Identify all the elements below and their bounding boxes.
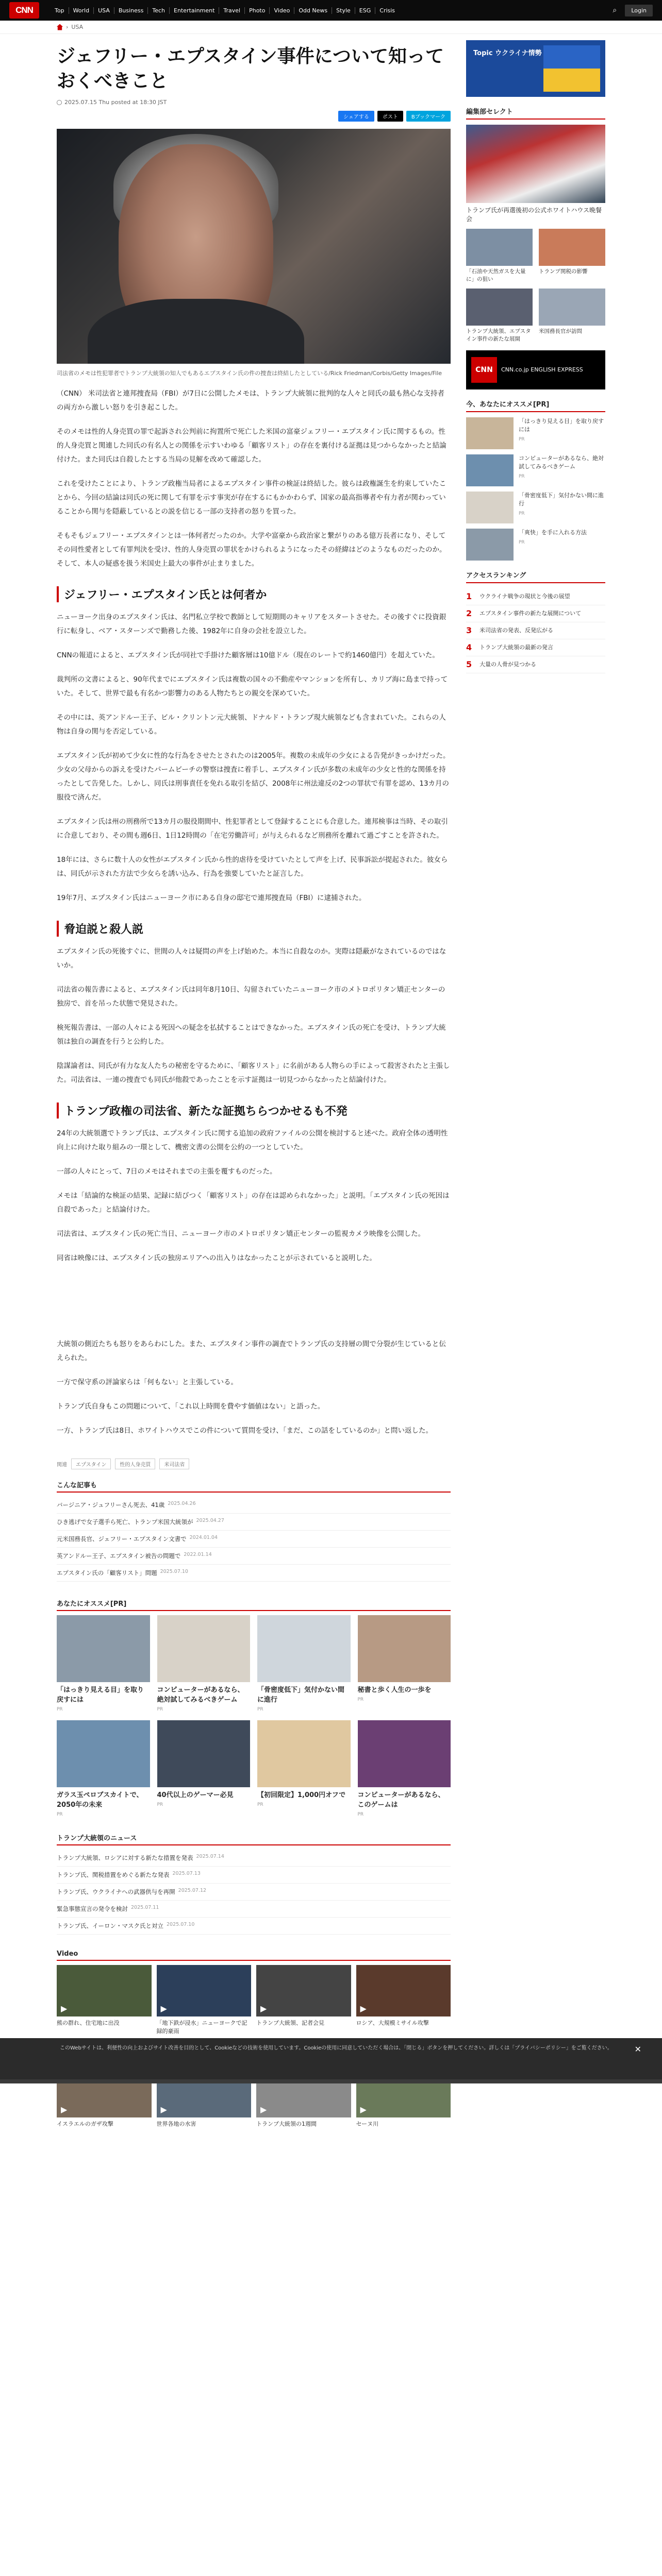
featured-grid-item[interactable] <box>539 289 605 343</box>
article-paragraph: その中には、英アンドルー王子、ビル・クリントン元大統領、ドナルド・トランプ現大統領なども含まれていた。これらの人物は自身の関与を否定している。 <box>57 714 446 736</box>
featured-grid-title: 米国務長官が訪問 <box>539 328 582 334</box>
nav-item[interactable]: Style <box>332 7 355 14</box>
video-card[interactable] <box>256 1965 351 2036</box>
article-title: ジェフリー・エプスタイン事件について知っておくべきこと <box>57 46 444 92</box>
article-date: 2025.07.15 Thu posted at 18:30 JST <box>57 99 451 106</box>
article-paragraph: 陰謀論者は、同氏が有力な友人たちの秘密を守るために、「顧客リスト」に名前がある人物らの手によって殺害されたと主張した。司法省は、一連の捜査でも同氏が他殺であったことを示す証拠は一切見つからなかったと結論付けた。 <box>57 1062 450 1084</box>
article-paragraph: 検死報告書は、一部の人々による死因への疑念を払拭することはできなかった。エプスタイン氏の死亡を受け、トランプ大統領は独自の調査を行うと公約した。 <box>57 1024 446 1046</box>
hero-image <box>57 129 451 364</box>
related-list <box>57 1497 451 1582</box>
related-link[interactable] <box>57 1497 451 1514</box>
photo-title: イスラエルのガザ攻撃 <box>57 2121 113 2127</box>
nav-item[interactable]: Entertainment <box>170 7 219 14</box>
trump-news-title: 緊急事態宣言の発令を検討 <box>57 1905 128 1912</box>
recommend-title: 【初回限定】1,000円オフで <box>257 1791 346 1799</box>
side-recommend-item[interactable] <box>466 529 605 561</box>
nav-item[interactable]: ESG <box>355 7 375 14</box>
nav-item[interactable]: Top <box>51 7 69 14</box>
related-link-title: バージニア・ジュフリーさん死去、41歳 <box>57 1501 165 1509</box>
ranking-item[interactable] <box>466 639 605 656</box>
recommend-source: PR <box>357 1697 364 1702</box>
side-recommend-thumb <box>466 454 514 486</box>
trump-news-title: トランプ氏、イーロン・マスク氏と対立 <box>57 1922 163 1929</box>
article-paragraph: エプスタイン氏が初めて少女に性的な行為をさせたとされたのは2005年。複数の未成年の少女による告発がきっかけだった。少女の父母からの訴えを受けたパームビーチの警察は捜査に着手し、エプスタイン氏が多数の未成年の少女と性的な関係を持ったとして告発した。しかし、同氏は刑事責任を免れる取引を結び、2008年に州法違反の2つの罪状で有罪を認め、13カ月の服役で済んだ。 <box>57 752 450 802</box>
nav-item[interactable]: Tech <box>148 7 170 14</box>
featured-grid-title: トランプ大統領、エプスタイン事件の新たな展開 <box>466 328 531 342</box>
side-recommend-item[interactable] <box>466 492 605 523</box>
side-recommend-title: 「骨密度低下」気付かない間に進行 <box>519 492 604 507</box>
trump-news-date: 2025.07.13 <box>172 1871 201 1876</box>
featured-grid-thumb <box>466 289 533 326</box>
video-title: 「地下鉄が浸水」ニューヨークで記録的豪雨 <box>156 2020 247 2035</box>
article-paragraph: トランプ氏自身もこの問題について、「これ以上時間を費やす価値はない」と語った。 <box>57 1402 325 1411</box>
side-recommend-item[interactable] <box>466 417 605 449</box>
trump-news-date: 2025.07.14 <box>196 1854 224 1859</box>
video-thumbnail <box>256 1965 351 2016</box>
article-paragraph: CNNの報道によると、エプスタイン氏が同社で手掛けた顧客層は10億ドル（現在のレートで約1460億円）を超えていた。 <box>57 651 439 659</box>
main-nav <box>51 7 608 14</box>
hatena-bookmark-button[interactable]: Bブックマーク <box>406 111 451 122</box>
side-recommend-text <box>519 454 605 486</box>
article-paragraph: 一部の人々にとって、7日のメモはそれまでの主張を覆すものだった。 <box>57 1167 277 1176</box>
side-recommend-title: 「はっきり見える目」を取り戻すには <box>519 418 604 433</box>
recommend-image <box>257 1615 351 1682</box>
recommend-card[interactable] <box>358 1720 451 1817</box>
article-paragraph: そもそもジェフリー・エプスタインとは一体何者だったのか。大学や富豪から政治家と繋がりのある億万長者になり、そしてその同性愛者として有罪判決を受け、性的人身売買の罪状をかけられるようになったその経緯はどのようなものだったのか。そして、本人の疑惑を扱う米国史上最大の事件が止まりました。 <box>57 532 446 568</box>
trump-news-link[interactable] <box>57 1918 451 1935</box>
recommend-source: PR <box>257 1802 263 1807</box>
trump-news-link[interactable] <box>57 1884 451 1901</box>
nav-item[interactable]: Travel <box>219 7 245 14</box>
ranking-item[interactable] <box>466 622 605 639</box>
related-link[interactable] <box>57 1531 451 1548</box>
nav-item[interactable]: Photo <box>245 7 270 14</box>
recommend-source: PR <box>57 1812 63 1817</box>
featured-grid-title: トランプ関税の影響 <box>539 268 588 275</box>
article-paragraph: 一方、トランプ氏は8日、ホワイトハウスでこの件について質問を受け、「まだ、この話をしているのか」と問い返した。 <box>57 1427 433 1435</box>
featured-title[interactable]: トランプ氏が再選後初の公式ホワイトハウス晩餐会 <box>466 207 602 223</box>
video-thumbnail <box>157 1965 252 2016</box>
trump-news-title: トランプ氏、ウクライナへの武器供与を再開 <box>57 1888 175 1895</box>
side-recommend-text <box>519 417 605 449</box>
article-paragraph: ニューヨーク出身のエプスタイン氏は、名門私立学校で教師として短期間のキャリアをスタートさせた。その後すぐに投資銀行に転身し、ベア・スターンズで勤務した後、1982年に自身の会社を設立した。 <box>57 613 446 635</box>
article-paragraph: 19年7月、エプスタイン氏はニューヨーク市にある自身の邸宅で連邦捜査局（FBI）に逮捕された。 <box>57 894 366 902</box>
trump-news-link[interactable] <box>57 1867 451 1884</box>
recommend-source: PR <box>57 1707 63 1712</box>
trump-news-link[interactable] <box>57 1850 451 1867</box>
video-title: 熊の群れ、住宅地に出没 <box>57 2020 120 2026</box>
recommend-title: コンピューターがあるなら、このゲームは <box>357 1791 445 1809</box>
article-paragraph: そのメモは性的人身売買の罪で起訴され公判前に拘置所で死亡した米国の富豪ジェフリー・エプスタイン氏に関するもの。性的人身売買と関連した同氏の有名人との関係を示すいわゆる「顧客リスト」の存在を裏付ける証拠は見つからなかったと結論付けた。また同氏は自殺したとする当局の見解を改めて確認した。 <box>57 428 446 464</box>
tag-list <box>57 1459 451 1469</box>
article-paragraph: エプスタイン氏は州の刑務所で13カ月の服役期間中、性犯罪者として登録することにも合意した。連邦検事は当時、その取引に合意しており、その間も週6日、1日12時間の「在宅労働許可」が与えられるなど刑務所を離れて過ごすことを許された。 <box>57 818 448 840</box>
related-link-date: 2025.04.26 <box>168 1501 196 1506</box>
recommend-source: PR <box>157 1802 163 1807</box>
side-recommend-source: PR <box>519 437 525 442</box>
related-link-date: 2022.01.14 <box>184 1552 212 1557</box>
article-paragraph: 一方で保守系の評論家らは「何もない」と主張している。 <box>57 1378 238 1386</box>
recommend-image <box>57 1615 150 1682</box>
featured-image[interactable] <box>466 125 605 203</box>
sidebar <box>466 40 605 2128</box>
ranking-number: 5 <box>466 659 472 669</box>
trump-news-header: トランプ大統領のニュース <box>57 1831 451 1845</box>
nav-item[interactable]: Video <box>270 7 294 14</box>
featured-grid <box>466 229 605 343</box>
photo-title: トランプ大統領の1週間 <box>256 2121 317 2127</box>
recommend-title: ガラス玉ペロブスカイトで、2050年の未来 <box>57 1791 143 1809</box>
side-recommend-text <box>519 529 587 561</box>
video-card[interactable] <box>57 1965 152 2036</box>
ranking-title: ウクライナ戦争の現状と今後の展望 <box>479 593 570 600</box>
recommend-header: あなたにオススメ[PR] <box>57 1596 451 1611</box>
article-paragraph: エプスタイン氏の死後すぐに、世間の人々は疑問の声を上げ始めた。本当に自殺なのか。実際は隠蔽がなされているのではないか。 <box>57 947 446 970</box>
video-thumbnail <box>57 1965 152 2016</box>
side-recommend-thumb <box>466 529 514 561</box>
ranking-title: 米司法省の発表、反発広がる <box>479 627 553 634</box>
clock-icon <box>57 100 62 105</box>
facebook-share-button[interactable]: シェアする <box>338 111 374 122</box>
article-paragraph: 大統領の側近たちも怒りをあらわにした。また、エプスタイン事件の調査でトランプ氏の支持層の間で分裂が生じていると伝えられた。 <box>57 1340 446 1362</box>
related-link[interactable] <box>57 1514 451 1531</box>
featured-grid-item[interactable] <box>539 229 605 283</box>
article-paragraph: （CNN） 米司法省と連邦捜査局（FBI）が7日に公開したメモは、トランプ大統領に批判的な人々と同氏の最も熱心な支持者の両方から激しい怒りを引き起こした。 <box>57 389 445 412</box>
ranking-number: 4 <box>466 642 472 652</box>
recommend-title: コンピューターがあるなら、絶対試してみるべきゲーム <box>157 1686 244 1704</box>
recommend-card[interactable] <box>57 1720 150 1817</box>
article-paragraph: 司法省は、エプスタイン氏の死亡当日、ニューヨーク市のメトロポリタン矯正センターの監視カメラ映像を公開した。 <box>57 1230 425 1238</box>
featured-grid-thumb <box>466 229 533 266</box>
x-share-button[interactable]: ポスト <box>377 111 403 122</box>
featured-grid-thumb <box>539 229 605 266</box>
featured-grid-thumb <box>539 289 605 326</box>
video-thumbnail <box>356 1965 451 2016</box>
side-recommend-source: PR <box>519 474 525 479</box>
cookie-banner: このWebサイトは、利便性の向上およびサイト改善を目的として、Cookieなどの技術を使用しています。Cookieの使用に同意していただく場合は、「閉じる」ボタンを押してください。詳しくは「プライバシーポリシー」をご覧ください。 ✕ <box>0 2038 662 2083</box>
side-recommend-source: PR <box>519 511 525 516</box>
ranking-number: 3 <box>466 625 472 635</box>
trump-news-title: トランプ大統領、ロシアに対する新たな措置を発表 <box>57 1854 193 1861</box>
featured-grid-item[interactable] <box>466 289 533 343</box>
ranking-item[interactable] <box>466 656 605 673</box>
image-caption: 司法省のメモは性犯罪者でトランプ大統領の知人でもあるエプスタイン氏の件の捜査は終結したとしている/Rick Friedman/Corbis/Getty Images/File <box>57 370 442 377</box>
related-link-title: エプスタイン氏の「顧客リスト」問題 <box>57 1569 157 1577</box>
side-recommend-title: コンピューターがあるなら、絶対試してみるべきゲーム <box>519 455 604 470</box>
recommend-title: 「はっきり見える目」を取り戻すには <box>57 1686 144 1704</box>
login-button[interactable]: Login <box>625 5 653 16</box>
section-heading: ジェフリー・エプスタイン氏とは何者か <box>57 586 451 602</box>
side-recommend-thumb <box>466 492 514 523</box>
share-bar <box>57 111 451 122</box>
cnn-logo[interactable]: CNN <box>9 2 39 19</box>
article-body <box>57 387 451 1438</box>
ranking-number: 2 <box>466 608 472 618</box>
ranking-header: アクセスランキング <box>466 570 605 583</box>
breadcrumb: › USA <box>0 21 662 34</box>
related-link[interactable] <box>57 1548 451 1565</box>
related-link-date: 2024.01.04 <box>189 1535 218 1540</box>
tag[interactable]: 性的人身売買 <box>115 1459 155 1469</box>
recommend-source: PR <box>157 1707 163 1712</box>
video-grid <box>57 1965 451 2036</box>
trump-news-date: 2025.07.11 <box>131 1905 159 1910</box>
breadcrumb-section[interactable]: USA <box>71 24 84 30</box>
recommend-title: 40代以上のゲーマー必見 <box>157 1791 234 1799</box>
featured-grid-title: 「石油や天然ガスを大量に」の狙い <box>466 268 526 282</box>
recommend-card[interactable] <box>157 1720 251 1817</box>
video-title: トランプ大統領、記者会見 <box>256 2020 324 2026</box>
trump-news-date: 2025.07.10 <box>167 1922 195 1927</box>
related-link-title: 英アンドルー王子、エプスタイン被告の問題で <box>57 1552 181 1560</box>
recommend-image <box>358 1615 451 1682</box>
side-recommend-item[interactable] <box>466 454 605 486</box>
related-header: こんな記事も <box>57 1478 451 1493</box>
ranking-number: 1 <box>466 591 472 601</box>
tag[interactable]: エプスタイン <box>71 1459 111 1469</box>
ranking-title: 大量の人骨が見つかる <box>479 661 536 668</box>
related-link-date: 2025.07.10 <box>160 1569 188 1574</box>
recommend-title: 秘書と歩く人生の一歩を <box>357 1686 432 1694</box>
article-paragraph: 裁判所の文書によると、90年代までにエプスタイン氏は複数の国々の不動産やマンションを所有し、カリブ海に島まで持っていた。そして、世界で最も有名かつ影響力のある人物たちとの親交を深めていた。 <box>57 675 448 698</box>
recommend-card[interactable] <box>257 1615 351 1712</box>
video-title: ロシア、大規模ミサイル攻撃 <box>356 2020 429 2026</box>
ranking-title: エプスタイン事件の新たな展開について <box>479 610 582 617</box>
recommend-image <box>257 1720 351 1787</box>
article-paragraph: 同省は映像には、エプスタイン氏の独房エリアへの出入りはなかったことが示されていると説明した。 <box>57 1254 376 1262</box>
trump-news-title: トランプ氏、関税措置をめぐる新たな発表 <box>57 1871 170 1878</box>
tag[interactable]: 米司法省 <box>159 1459 189 1469</box>
trump-news-link[interactable] <box>57 1901 451 1918</box>
related-link-title: 元米国務長官、ジェフリー・エプスタイン文書で <box>57 1535 187 1543</box>
nav-item[interactable]: Odd News <box>294 7 332 14</box>
trump-news-list <box>57 1850 451 1935</box>
recommend-source: PR <box>257 1707 263 1712</box>
featured-grid-item[interactable] <box>466 229 533 283</box>
article-paragraph: 24年の大統領選でトランプ氏は、エプスタイン氏に関する追加の政府ファイルの公開を検討すると述べた。政府全体の透明性向上に向けた取り組みの一環として、機密文書の公開を公約の一つとしていた。 <box>57 1129 448 1151</box>
ranking-item[interactable] <box>466 605 605 622</box>
article-paragraph: メモは「結論的な検証の結果、記録に結びつく「顧客リスト」の存在は認められなかった」と説明。「エプスタイン氏の死因は自殺であった」と結論付けた。 <box>57 1192 450 1214</box>
section-heading: トランプ政権の司法省、新たな証拠ちらつかせるも不発 <box>57 1103 451 1118</box>
recommend-card[interactable] <box>57 1615 150 1712</box>
article-paragraph: 18年には、さらに数十人の女性がエプスタイン氏から性的虐待を受けていたとして声を上げ、民事訴訟が提起された。彼女らは、同氏が示された方法で少女らを誘い込み、行為を強要していたと証言した。 <box>57 856 448 878</box>
related-link-date: 2025.04.27 <box>196 1518 224 1523</box>
article-paragraph: これを受けたことにより、トランプ政権当局者によるエプスタイン事件の検証は終結した。彼らは政権誕生を約束していたことから、今回の結論は同氏の死に関して有罪を示す事実が存在するにもかかわらず、国家の最高指導者や有力者が関わっていることから関与を隠蔽しているとの説を信じる一部の支持者の怒りを買った。 <box>57 480 446 516</box>
ukraine-topic-banner[interactable]: Topic ウクライナ情勢 <box>466 40 605 97</box>
trump-news-date: 2025.07.12 <box>178 1888 207 1893</box>
recommend-image <box>57 1720 150 1787</box>
cnn-english-banner[interactable]: CNN CNN.co.jp ENGLISH EXPRESS <box>466 350 605 389</box>
photo-title: セーヌ川 <box>356 2121 379 2127</box>
ranking-title: トランプ大統領の最新の発言 <box>479 644 553 651</box>
recommend-image <box>157 1615 251 1682</box>
recommend-grid <box>57 1615 451 1817</box>
photo-title: 世界各地の水害 <box>156 2121 196 2127</box>
tags-label: 関連 <box>57 1462 67 1468</box>
side-recommend-text <box>519 492 605 523</box>
ukraine-flag-icon <box>543 45 600 92</box>
search-icon[interactable]: ⌕ <box>613 6 617 14</box>
nav-item[interactable]: World <box>69 7 94 14</box>
recommend-card[interactable] <box>157 1615 251 1712</box>
recommend-card[interactable] <box>358 1615 451 1712</box>
cnn-logo-small: CNN <box>471 357 497 383</box>
recommend-image <box>358 1720 451 1787</box>
related-link-title: ひき逃げで女子選手ら死亡、トランプ米国大統領が <box>57 1518 193 1526</box>
video-card[interactable] <box>356 1965 451 2036</box>
home-icon[interactable] <box>57 24 63 30</box>
article-paragraph: 司法省の報告書によると、エプスタイン氏は同年8月10日、勾留されていたニューヨーク市のメトロポリタン矯正センターの独房で、首を吊った状態で発見された。 <box>57 986 445 1008</box>
related-link[interactable] <box>57 1565 451 1582</box>
top-navigation-bar <box>0 0 662 21</box>
recommend-source: PR <box>357 1812 364 1817</box>
nav-item[interactable]: Business <box>114 7 148 14</box>
close-icon[interactable]: ✕ <box>634 2044 641 2054</box>
recommend-title: 「骨密度低下」気付かない間に進行 <box>257 1686 345 1704</box>
featured-header: 編集部セレクト <box>466 106 605 120</box>
video-header: Video <box>57 1948 451 1961</box>
side-recommend-thumb <box>466 417 514 449</box>
side-recommend-source: PR <box>519 540 525 545</box>
section-heading: 脅迫説と殺人説 <box>57 921 451 937</box>
article-main <box>57 40 451 2128</box>
recommend-side-header: 今、あなたにオススメ[PR] <box>466 399 605 412</box>
nav-item[interactable]: USA <box>94 7 114 14</box>
nav-item[interactable]: Crisis <box>379 7 395 14</box>
ranking-item[interactable] <box>466 588 605 605</box>
video-card[interactable] <box>157 1965 252 2036</box>
side-recommend-title: 「爽快」を手に入れる方法 <box>519 529 587 536</box>
recommend-card[interactable] <box>257 1720 351 1817</box>
recommend-image <box>157 1720 251 1787</box>
